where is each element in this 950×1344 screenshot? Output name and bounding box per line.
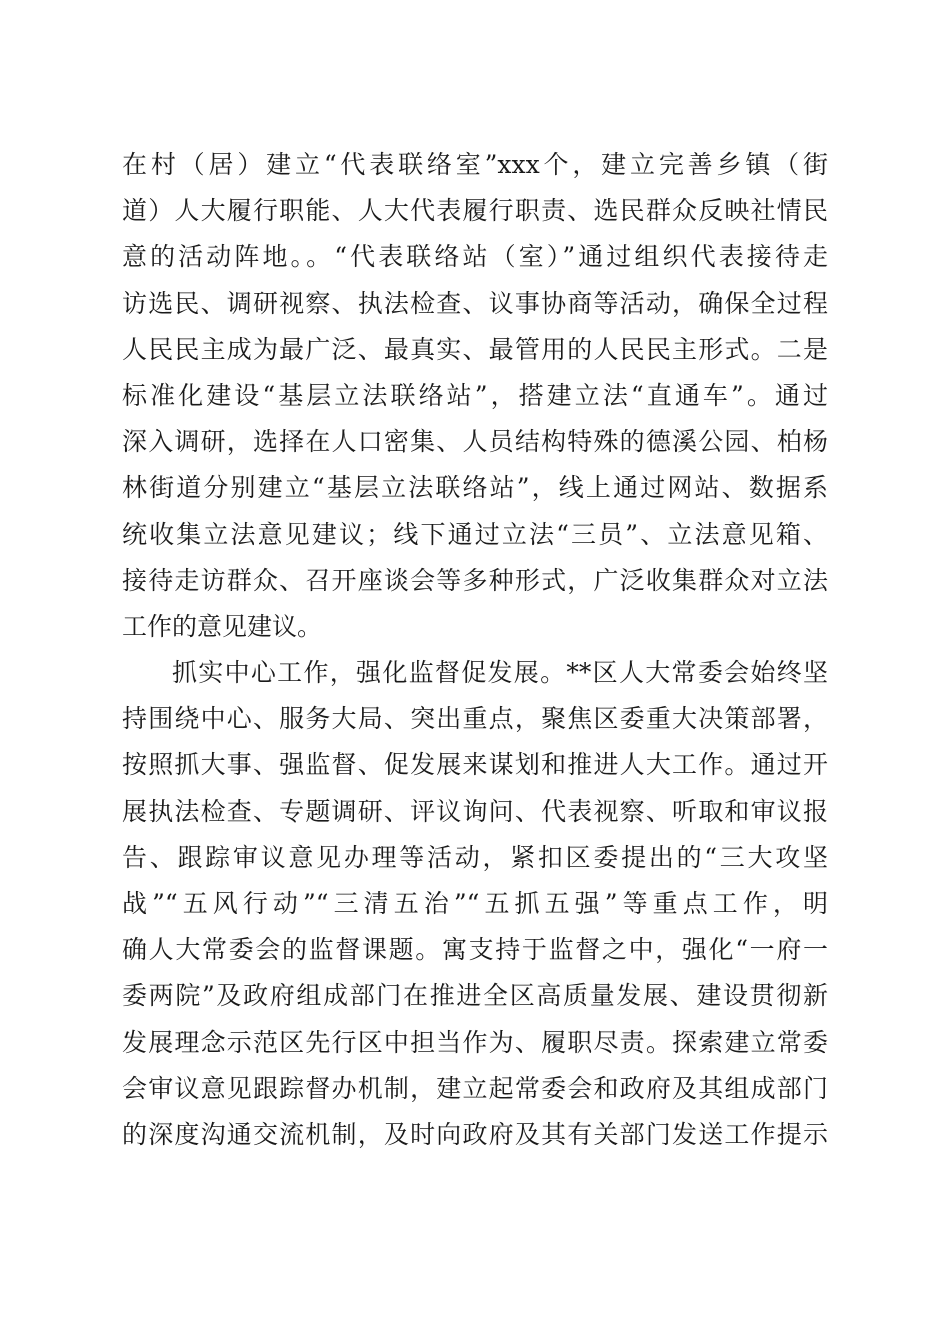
text-line: 确人大常委会的监督课题。寓支持于监督之中，强化“一府一: [122, 935, 828, 965]
text-line: 委两院”及政府组成部门在推进全区高质量发展、建设贯彻新: [122, 981, 828, 1011]
text-line: 访选民、调研视察、执法检查、议事协商等活动，确保全过程: [122, 288, 828, 318]
text-line: 按照抓大事、强监督、促发展来谋划和推进人大工作。通过开: [122, 750, 828, 780]
text-line: 意的活动阵地。。“代表联络站（室）”通过组织代表接待走: [122, 242, 828, 272]
paragraph-2: [122, 650, 828, 1158]
text-line: 林街道分别建立“基层立法联络站”，线上通过网站、数据系: [122, 473, 828, 503]
text-line: 战”“五风行动”“三清五治”“五抓五强”等重点工作，明: [122, 889, 828, 918]
text-line: 展执法检查、专题调研、评议询问、代表视察、听取和审议报: [122, 796, 828, 826]
text-line: 的深度沟通交流机制，及时向政府及其有关部门发送工作提示: [122, 1119, 828, 1149]
text-line: 深入调研，选择在人口密集、人员结构特殊的德溪公园、柏杨: [122, 427, 828, 457]
text-line: 会审议意见跟踪督办机制，建立起常委会和政府及其组成部门: [122, 1073, 828, 1103]
text-line: 发展理念示范区先行区中担当作为、履职尽责。探索建立常委: [122, 1027, 828, 1057]
text-line: 标准化建设“基层立法联络站”，搭建立法“直通车”。通过: [122, 380, 828, 410]
text-line: 在村（居）建立“代表联络室”xxx个，建立完善乡镇（街: [122, 150, 828, 179]
text-line: 工作的意见建议。: [122, 611, 323, 641]
text-line: 接待走访群众、召开座谈会等多种形式，广泛收集群众对立法: [122, 565, 828, 595]
paragraph-1: [122, 142, 828, 650]
text-line: 道）人大履行职能、人大代表履行职责、选民群众反映社情民: [122, 196, 828, 226]
text-line: 抓实中心工作，强化监督促发展。**区人大常委会始终坚: [172, 658, 828, 688]
text-line: 持围绕中心、服务大局、突出重点，聚焦区委重大决策部署，: [122, 704, 828, 734]
text-line: 人民民主成为最广泛、最真实、最管用的人民民主形式。二是: [122, 334, 828, 364]
text-line: 告、跟踪审议意见办理等活动，紧扣区委提出的“三大攻坚: [122, 842, 828, 872]
document-body: [122, 142, 828, 1158]
text-line: 统收集立法意见建议；线下通过立法“三员”、立法意见箱、: [122, 519, 828, 549]
